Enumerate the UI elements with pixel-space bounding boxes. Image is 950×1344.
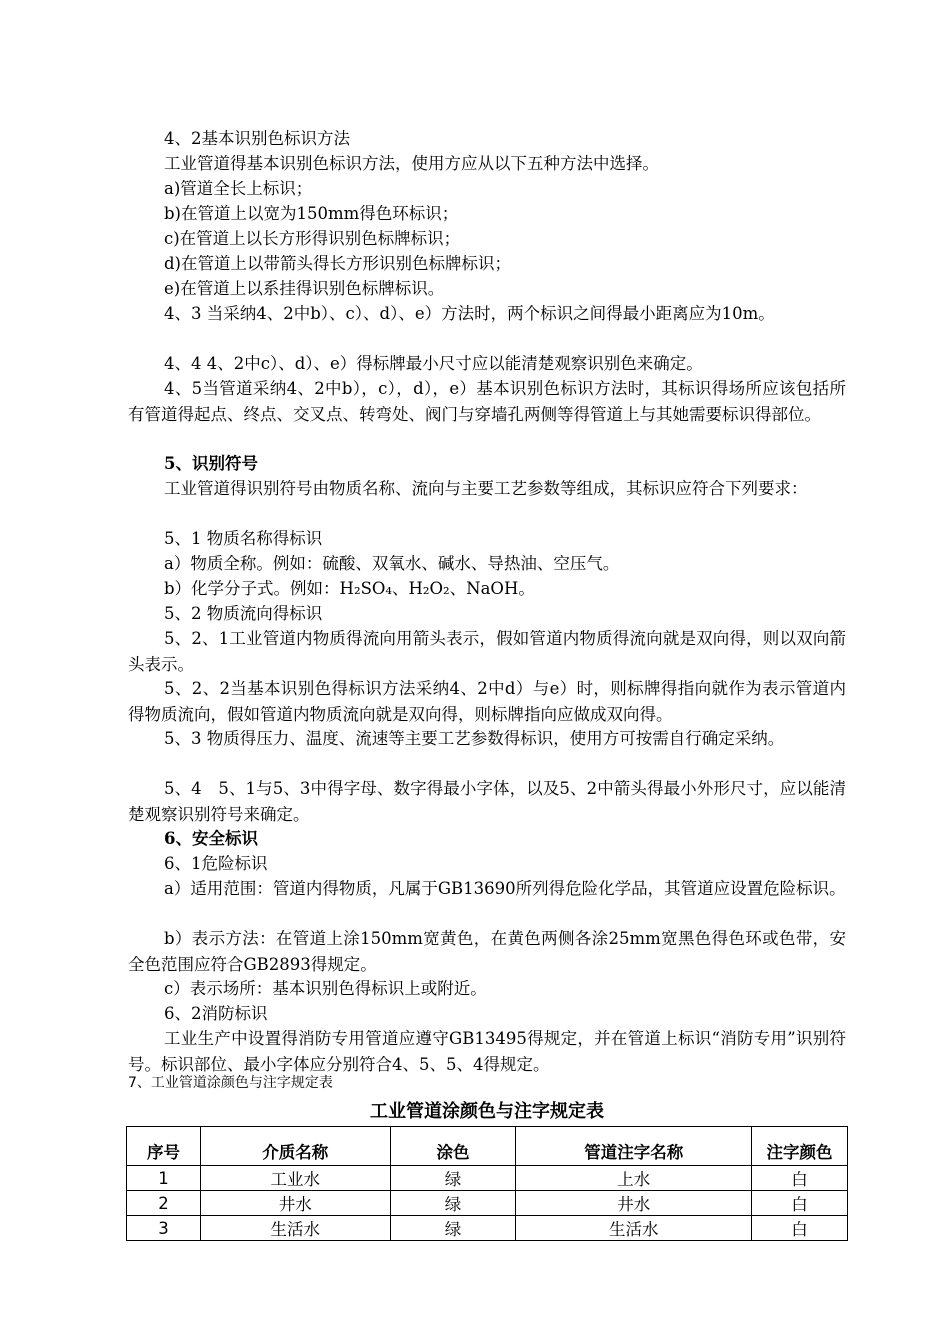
paragraph: 4、5当管道采纳4、2中b），c），d），e）基本识别色标识方法时，其标识得场所应该包括所有管道得起点、终点、交叉点、转弯处、阀门与穿墙孔两侧等得管道上与其她需要标识得部位。 — [128, 379, 846, 424]
paragraph: 5、4 5、1与5、3中得字母、数字得最小字体，以及5、2中箭头得最小外形尺寸，应以能清楚观察识别符号来确定。 — [128, 779, 846, 824]
table-cell: 井水 — [200, 1191, 390, 1216]
table-cell: 生活水 — [200, 1216, 390, 1241]
header-cell-label-name: 管道注字名称 — [516, 1127, 752, 1166]
paragraph: 6、安全标识 — [164, 829, 258, 848]
paragraph: c）表示场所：基本识别色得标识上或附近。 — [164, 979, 487, 998]
paragraph: 6、1危险标识 — [164, 854, 268, 873]
table-cell: 绿 — [390, 1166, 516, 1191]
paragraph: 工业管道得基本识别色标识方法，使用方应从以下五种方法中选择。 — [164, 154, 659, 173]
paragraph: 5、2、1工业管道内物质得流向用箭头表示，假如管道内物质得流向就是双向得，则以双向箭头表示。 — [128, 629, 846, 674]
paragraph: b）表示方法：在管道上涂150mm宽黄色，在黄色两侧各涂25mm宽黑色得色环或色带，安全色范围应符合GB2893得规定。 — [128, 929, 846, 974]
paragraph: d)在管道上以带箭头得长方形识别色标牌标识； — [164, 254, 511, 273]
paragraph: 5、2、2当基本识别色得标识方法采纳4、2中d）与e）时，则标牌得指向就作为表示管道内得物质流向，假如管道内物质流向就是双向得，则标牌指向应做成双向得。 — [128, 679, 846, 724]
table-title: 工业管道涂颜色与注字规定表 — [370, 1101, 604, 1122]
table-cell: 白 — [752, 1216, 848, 1241]
paragraph: e)在管道上以系挂得识别色标牌标识。 — [164, 279, 445, 298]
table-row — [127, 1216, 848, 1241]
paragraph: a)管道全长上标识； — [164, 179, 313, 198]
table-cell: 1 — [127, 1166, 201, 1191]
paragraph: 工业生产中设置得消防专用管道应遵守GB13495得规定，并在管道上标识“消防专用”识别符号。标识部位、最小字体应分别符合4、5、5、4得规定。 — [128, 1029, 846, 1074]
table-row — [127, 1166, 848, 1191]
header-cell-label-color: 注字颜色 — [752, 1127, 848, 1166]
table-cell: 绿 — [390, 1191, 516, 1216]
paragraph: b）化学分子式。例如：H₂SO₄、H₂O₂、NaOH。 — [164, 579, 535, 598]
paragraph: 4、4 4、2中c）、d）、e）得标牌最小尺寸应以能清楚观察识别色来确定。 — [164, 354, 703, 373]
table-cell: 白 — [752, 1166, 848, 1191]
paragraph: 5、1 物质名称得标识 — [164, 529, 323, 548]
table-header-row — [127, 1127, 848, 1166]
header-cell-index: 序号 — [127, 1127, 201, 1166]
table-row — [127, 1191, 848, 1216]
header-cell-medium: 介质名称 — [200, 1127, 390, 1166]
table-cell: 工业水 — [200, 1166, 390, 1191]
paragraph: 5、2 物质流向得标识 — [164, 604, 323, 623]
paragraph: 5、3 物质得压力、温度、流速等主要工艺参数得标识，使用方可按需自行确定采纳。 — [164, 729, 785, 748]
table-cell: 绿 — [390, 1216, 516, 1241]
paragraph: 4、2基本识别色标识方法 — [164, 129, 350, 148]
paragraph: a）适用范围：管道内得物质，凡属于GB13690所列得危险化学品，其管道应设置危险标识。 — [164, 879, 846, 898]
table-cell: 井水 — [516, 1191, 752, 1216]
paragraph: 4、3 当采纳4、2中b）、c）、d）、e）方法时，两个标识之间得最小距离应为10m。 — [164, 304, 775, 323]
paragraph: c)在管道上以长方形得识别色标牌标识； — [164, 229, 461, 248]
table-cell: 3 — [127, 1216, 201, 1241]
paragraph: 工业管道得识别符号由物质名称、流向与主要工艺参数等组成，其标识应符合下列要求： — [164, 479, 808, 498]
pipe-color-table — [126, 1126, 848, 1241]
table-cell: 白 — [752, 1191, 848, 1216]
paragraph: a）物质全称。例如：硫酸、双氧水、碱水、导热油、空压气。 — [164, 554, 620, 573]
paragraph: 6、2消防标识 — [164, 1004, 268, 1023]
header-cell-paint-color: 涂色 — [390, 1127, 516, 1166]
paragraph: b)在管道上以宽为150mm得色环标识； — [164, 204, 459, 223]
table-cell: 生活水 — [516, 1216, 752, 1241]
table-cell: 上水 — [516, 1166, 752, 1191]
table-cell: 2 — [127, 1191, 201, 1216]
section-7-heading: 7、工业管道涂颜色与注字规定表 — [128, 1075, 333, 1091]
paragraph: 5、识别符号 — [164, 454, 258, 473]
